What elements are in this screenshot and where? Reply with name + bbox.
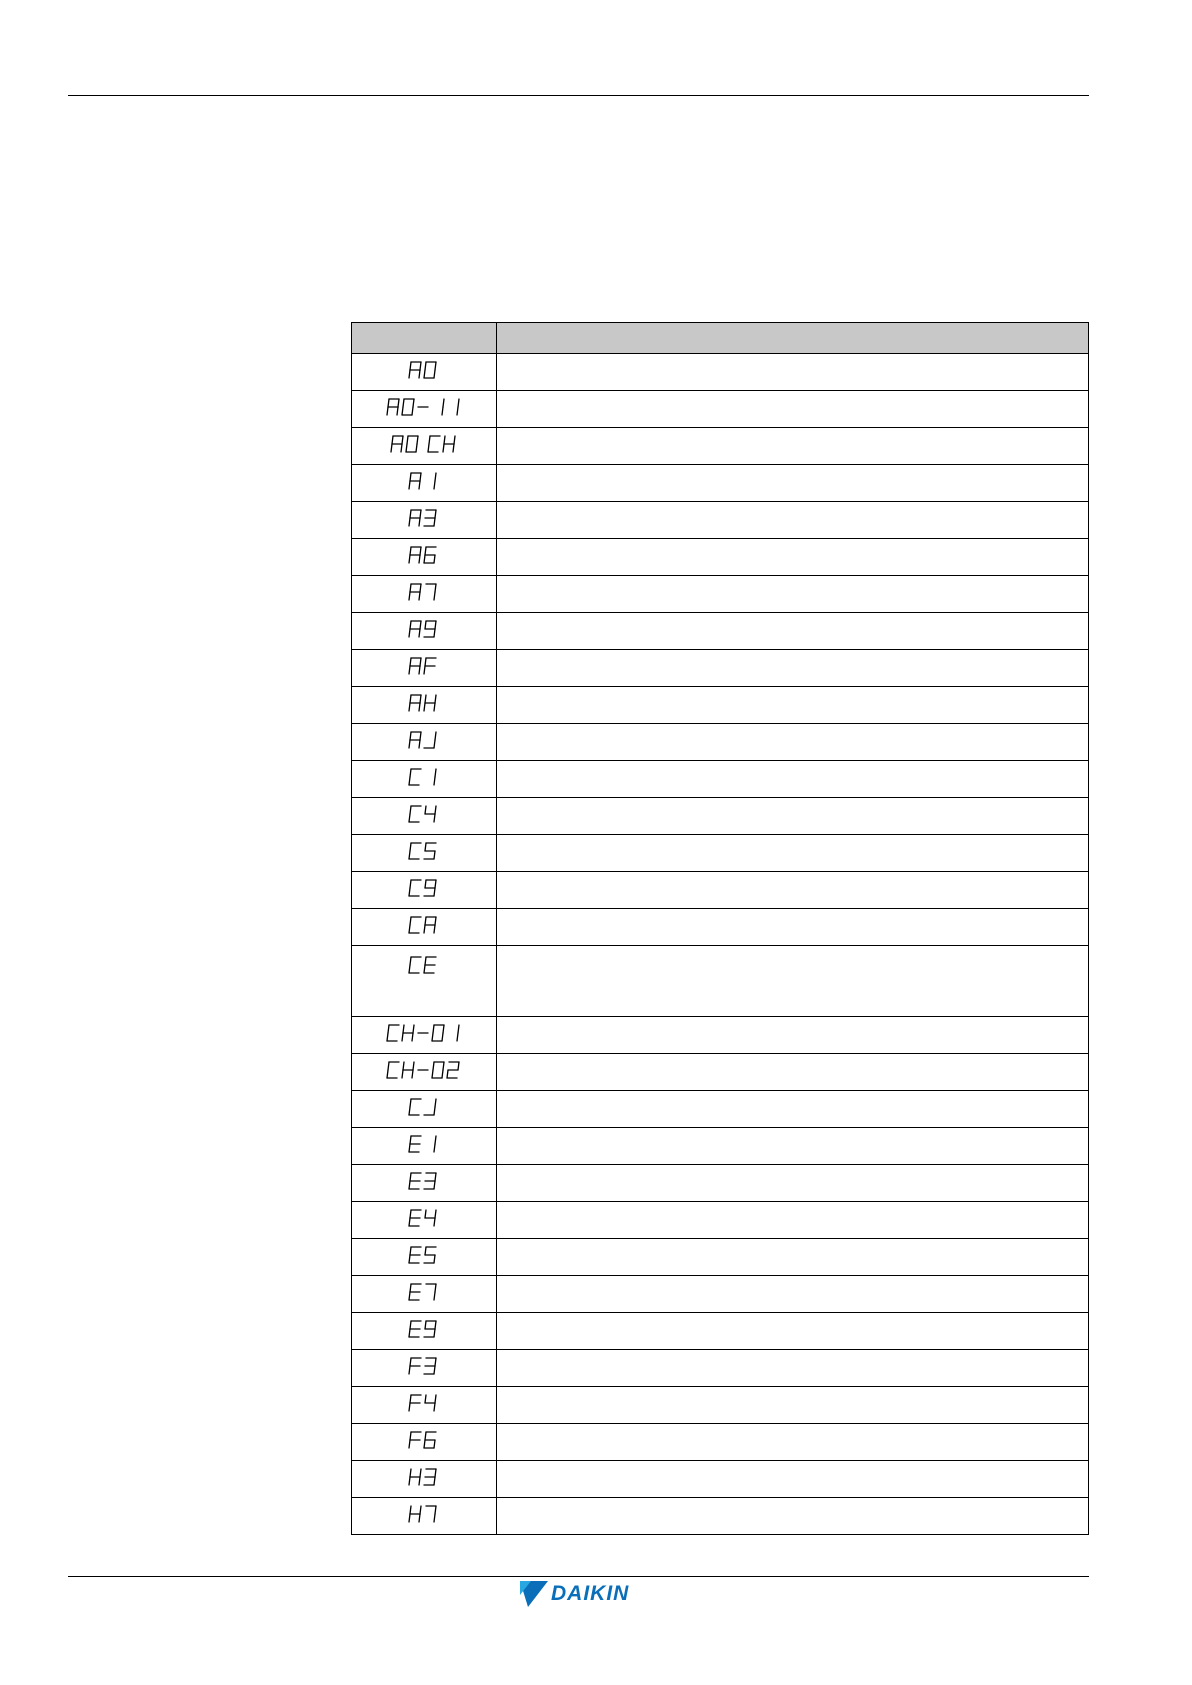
error-code (408, 620, 440, 638)
error-code-cell (352, 687, 497, 724)
error-code (408, 1357, 440, 1375)
error-code (386, 1061, 463, 1079)
error-code-cell (352, 1054, 497, 1091)
error-code-cell (352, 354, 497, 391)
error-code (408, 1468, 440, 1486)
table-row (352, 835, 1089, 872)
error-code-cell (352, 761, 497, 798)
description-column-header (497, 323, 1089, 354)
error-code (408, 879, 440, 897)
table-row (352, 650, 1089, 687)
error-code (408, 1172, 440, 1190)
error-code-cell (352, 872, 497, 909)
table-row (352, 1017, 1089, 1054)
table-row (352, 872, 1089, 909)
error-code (386, 1024, 463, 1042)
table-row (352, 761, 1089, 798)
error-code-cell (352, 724, 497, 761)
error-code (408, 1320, 440, 1338)
table-row (352, 1276, 1089, 1313)
table-row (352, 1239, 1089, 1276)
description-cell (497, 1387, 1089, 1424)
description-cell (497, 946, 1089, 1017)
description-cell (497, 539, 1089, 576)
description-cell (497, 835, 1089, 872)
error-code-cell (352, 909, 497, 946)
error-code-cell (352, 1017, 497, 1054)
description-cell (497, 1165, 1089, 1202)
error-code-cell (352, 465, 497, 502)
error-code (408, 842, 440, 860)
description-cell (497, 613, 1089, 650)
error-code (408, 1431, 440, 1449)
error-code-cell (352, 391, 497, 428)
error-code (408, 694, 440, 712)
error-code-cell (352, 1424, 497, 1461)
description-cell (497, 1424, 1089, 1461)
error-code (408, 956, 440, 974)
footer-rule (68, 1576, 1089, 1577)
error-code (408, 583, 440, 601)
description-cell (497, 909, 1089, 946)
description-cell (497, 1239, 1089, 1276)
daikin-logo (520, 1580, 629, 1608)
description-cell (497, 1091, 1089, 1128)
error-code (408, 805, 440, 823)
table-row (352, 391, 1089, 428)
table-row (352, 909, 1089, 946)
error-code-cell (352, 539, 497, 576)
description-cell (497, 576, 1089, 613)
error-code-cell (352, 650, 497, 687)
table-row (352, 1424, 1089, 1461)
table-row (352, 1461, 1089, 1498)
description-cell (497, 1276, 1089, 1313)
error-code-cell (352, 502, 497, 539)
error-code-cell (352, 1313, 497, 1350)
error-code-cell (352, 1461, 497, 1498)
table-row (352, 1498, 1089, 1535)
error-code-cell (352, 798, 497, 835)
error-code-cell (352, 1350, 497, 1387)
error-code (408, 657, 440, 675)
error-code-cell (352, 1091, 497, 1128)
error-code (386, 398, 463, 416)
description-cell (497, 1202, 1089, 1239)
error-code (408, 1283, 440, 1301)
table-row (352, 1202, 1089, 1239)
error-code-cell (352, 1165, 497, 1202)
description-cell (497, 502, 1089, 539)
error-code-cell (352, 835, 497, 872)
error-code (408, 472, 440, 490)
error-code (408, 1394, 440, 1412)
table-row (352, 946, 1089, 1017)
description-cell (497, 724, 1089, 761)
error-code (390, 435, 459, 453)
error-code-cell (352, 576, 497, 613)
table-row (352, 1313, 1089, 1350)
error-code-cell (352, 1128, 497, 1165)
description-cell (497, 687, 1089, 724)
description-cell (497, 1128, 1089, 1165)
error-code (408, 768, 440, 786)
error-code (408, 916, 440, 934)
table-row (352, 1091, 1089, 1128)
description-cell (497, 1350, 1089, 1387)
error-code (408, 1098, 440, 1116)
error-code (408, 1505, 440, 1523)
table-header-row (352, 323, 1089, 354)
table-row (352, 502, 1089, 539)
error-code-cell (352, 1202, 497, 1239)
description-cell (497, 1313, 1089, 1350)
table-row (352, 539, 1089, 576)
table-row (352, 1128, 1089, 1165)
description-cell (497, 391, 1089, 428)
table-row (352, 1165, 1089, 1202)
table-row (352, 428, 1089, 465)
code-column-header (352, 323, 497, 354)
description-cell (497, 1498, 1089, 1535)
error-code (408, 509, 440, 527)
error-code (408, 1135, 440, 1153)
description-cell (497, 1054, 1089, 1091)
description-cell (497, 465, 1089, 502)
header-rule (68, 95, 1089, 96)
description-cell (497, 354, 1089, 391)
error-code-cell (352, 428, 497, 465)
table-row (352, 724, 1089, 761)
table-row (352, 613, 1089, 650)
description-cell (497, 798, 1089, 835)
description-cell (497, 1017, 1089, 1054)
description-cell (497, 428, 1089, 465)
table-row (352, 576, 1089, 613)
error-code-cell (352, 1276, 497, 1313)
table-row (352, 687, 1089, 724)
table-row (352, 354, 1089, 391)
description-cell (497, 761, 1089, 798)
description-cell (497, 650, 1089, 687)
table-row (352, 1054, 1089, 1091)
error-code (408, 546, 440, 564)
error-code-cell (352, 613, 497, 650)
error-code-cell (352, 1239, 497, 1276)
error-code (408, 731, 440, 749)
description-cell (497, 1461, 1089, 1498)
logo-text: DAIKIN (551, 1582, 630, 1605)
table-row (352, 798, 1089, 835)
table-row (352, 1350, 1089, 1387)
error-code (408, 361, 440, 379)
table-row (352, 1387, 1089, 1424)
error-code-cell (352, 946, 497, 1017)
table-row (352, 465, 1089, 502)
error-code-table (351, 322, 1089, 1535)
daikin-logo-icon (520, 1581, 548, 1607)
error-code (408, 1246, 440, 1264)
description-cell (497, 872, 1089, 909)
error-code-cell (352, 1498, 497, 1535)
error-code-cell (352, 1387, 497, 1424)
error-code (408, 1209, 440, 1227)
